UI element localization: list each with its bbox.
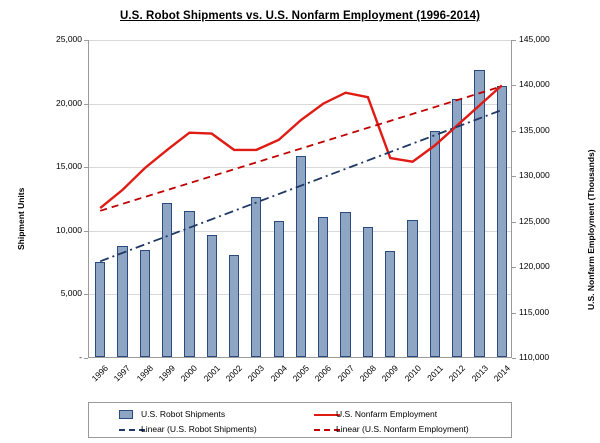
y-axis-left-tick — [84, 231, 88, 232]
y-axis-right-tick — [512, 313, 516, 314]
y-axis-left-tick — [84, 104, 88, 105]
x-axis-tick-label: 2001 — [201, 363, 222, 384]
y-axis-right-tick — [512, 40, 516, 41]
x-axis-tick-label: 2007 — [335, 363, 356, 384]
y-axis-right-tick-label: 130,000 — [519, 170, 550, 181]
x-axis-tick-label: 2009 — [379, 363, 401, 384]
y-axis-title-right: U.S. Nonfarm Employment (Thousands) — [586, 149, 596, 310]
legend-label: U.S. Robot Shipments — [141, 409, 226, 419]
y-axis-title-left: Shipment Units — [16, 187, 26, 250]
trendline — [100, 86, 502, 211]
x-axis-tick-label: 2008 — [357, 363, 379, 384]
x-axis-tick-label: 2005 — [290, 363, 312, 384]
y-axis-left-tick — [84, 40, 88, 41]
y-axis-left-tick — [84, 358, 88, 359]
x-axis-tick-label: 2003 — [245, 363, 267, 384]
trendline — [100, 110, 502, 261]
x-axis-tick-label: 2004 — [268, 363, 289, 384]
chart-legend — [88, 402, 512, 438]
legend-label: U.S. Nonfarm Employment — [336, 409, 438, 419]
employment-line — [100, 85, 502, 208]
x-axis-tick-label: 1998 — [134, 363, 155, 384]
y-axis-left-tick-label: 20,000 — [56, 97, 82, 108]
x-axis-tick-label: 2013 — [469, 363, 490, 384]
y-axis-right-tick-label: 115,000 — [519, 306, 550, 317]
y-axis-left-tick-label: - — [79, 352, 82, 362]
chart-title: U.S. Robot Shipments vs. U.S. Nonfarm Employment (1996-2014) — [119, 10, 481, 22]
y-axis-right-tick — [512, 267, 516, 268]
x-axis-tick-label: 1996 — [89, 363, 111, 384]
y-axis-right-tick — [512, 222, 516, 223]
legend-swatch-bar — [119, 410, 133, 419]
y-axis-right-tick-label: 145,000 — [519, 34, 550, 44]
y-axis-right-tick-label: 110,000 — [519, 352, 550, 362]
line-series-overlay — [89, 40, 513, 358]
y-axis-right-tick — [512, 358, 516, 359]
x-axis-tick-label: 2010 — [402, 363, 423, 384]
y-axis-right-tick-label: 140,000 — [519, 79, 550, 90]
y-axis-right-tick-label: 120,000 — [519, 261, 550, 272]
y-axis-left-tick-label: 15,000 — [56, 161, 82, 172]
x-axis-tick-label: 1999 — [156, 363, 178, 384]
x-axis-tick-label: 2011 — [424, 363, 445, 383]
y-axis-left-tick — [84, 167, 88, 168]
x-axis-tick-label: 2000 — [179, 363, 200, 384]
y-axis-right-tick — [512, 85, 516, 86]
x-axis-tick-label: 1997 — [112, 363, 133, 384]
y-axis-right-tick-label: 125,000 — [519, 215, 550, 226]
x-axis-tick-label: 2014 — [491, 363, 512, 384]
x-axis-tick-label: 2012 — [446, 363, 468, 384]
y-axis-left-tick-label: 10,000 — [56, 224, 82, 235]
legend-label: Linear (U.S. Nonfarm Employment) — [336, 424, 469, 434]
y-axis-right-tick — [512, 131, 516, 132]
y-axis-left-tick-label: 5,000 — [60, 288, 82, 299]
x-axis-tick-label: 2002 — [223, 363, 245, 384]
y-axis-left-tick-label: 25,000 — [56, 34, 82, 44]
y-axis-left-tick — [84, 294, 88, 295]
y-axis-right-tick-label: 135,000 — [519, 124, 550, 135]
y-axis-right-tick — [512, 176, 516, 177]
x-axis-tick-label: 2006 — [312, 363, 334, 384]
legend-label: Linear (U.S. Robot Shipments) — [141, 424, 257, 434]
plot-area — [88, 40, 512, 358]
